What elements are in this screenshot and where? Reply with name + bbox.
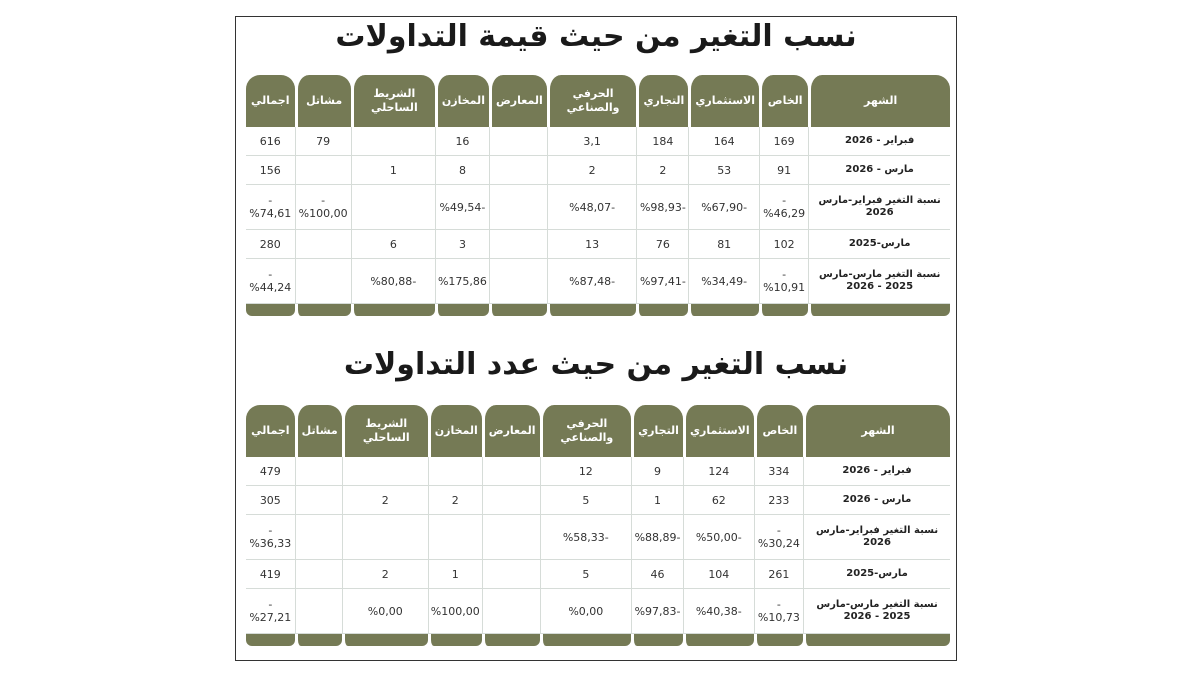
table-row: [246, 127, 950, 156]
table-row: [246, 259, 950, 304]
cell: 12: [540, 457, 632, 486]
cell: -%97,83: [631, 589, 683, 634]
cell: 124: [683, 457, 754, 486]
cell: [482, 560, 540, 589]
cell: -%80,88: [351, 259, 435, 304]
cell: 5: [540, 560, 632, 589]
cell: 164: [688, 127, 759, 156]
header-month: الشهر: [808, 75, 950, 127]
table-row: [246, 185, 950, 230]
header-row: [246, 75, 950, 127]
cell: [489, 156, 547, 185]
cell: [295, 156, 351, 185]
cell: -%50,00: [683, 515, 754, 560]
cell: [295, 486, 342, 515]
cell: 419: [246, 560, 295, 589]
cell: [482, 457, 540, 486]
header-commercial: التجاري: [636, 75, 688, 127]
cell: -%74,61: [246, 185, 295, 230]
cell: -%30,24: [754, 515, 803, 560]
cell: 91: [759, 156, 808, 185]
cell: [295, 589, 342, 634]
cell: 13: [547, 230, 637, 259]
cell: 2: [636, 156, 688, 185]
row-label: مارس-2025: [803, 560, 950, 589]
cell: [295, 515, 342, 560]
cell: 62: [683, 486, 754, 515]
cell: [489, 185, 547, 230]
table-row: [246, 457, 950, 486]
cell: [489, 259, 547, 304]
cell: [489, 127, 547, 156]
table-row: [246, 156, 950, 185]
cell: %100,00: [428, 589, 482, 634]
cell: -%88,89: [631, 515, 683, 560]
row-label: نسبة التغير مارس-مارس 2025 - 2026: [808, 259, 950, 304]
cell: [351, 185, 435, 230]
cell: -%44,24: [246, 259, 295, 304]
cell: 8: [435, 156, 489, 185]
cell: [482, 589, 540, 634]
cell: [428, 515, 482, 560]
row-label: مارس-2025: [808, 230, 950, 259]
cell: 16: [435, 127, 489, 156]
header-total: اجمالي: [246, 405, 295, 457]
header-nurseries: مشاتل: [295, 405, 342, 457]
header-craft-industrial: الحرفي والصناعي: [540, 405, 632, 457]
cell: 6: [351, 230, 435, 259]
cell: 9: [631, 457, 683, 486]
cell: -%97,41: [636, 259, 688, 304]
header-private: الخاص: [759, 75, 808, 127]
row-label: نسبة التغير فبراير-مارس 2026: [803, 515, 950, 560]
table-row: [246, 230, 950, 259]
cell: 1: [351, 156, 435, 185]
cell: 2: [428, 486, 482, 515]
cell: -%48,07: [547, 185, 637, 230]
cell: 1: [428, 560, 482, 589]
cell: 46: [631, 560, 683, 589]
header-commercial: التجاري: [631, 405, 683, 457]
cell: [342, 457, 428, 486]
cell: %175,86: [435, 259, 489, 304]
cell: 76: [636, 230, 688, 259]
cell: [342, 515, 428, 560]
row-label: فبراير - 2026: [803, 457, 950, 486]
header-warehouses: المخازن: [428, 405, 482, 457]
cell: [295, 457, 342, 486]
cell: %0,00: [540, 589, 632, 634]
table-footer-band: [246, 304, 950, 316]
header-showrooms: المعارض: [482, 405, 540, 457]
row-label: مارس - 2026: [803, 486, 950, 515]
header-month: الشهر: [803, 405, 950, 457]
cell: -%58,33: [540, 515, 632, 560]
cell: [489, 230, 547, 259]
header-warehouses: المخازن: [435, 75, 489, 127]
header-investment: الاستثماري: [688, 75, 759, 127]
cell: [482, 486, 540, 515]
infographic-frame: [235, 16, 957, 661]
cell: 2: [342, 486, 428, 515]
cell: -%87,48: [547, 259, 637, 304]
header-coastal-strip: الشريط الساحلي: [342, 405, 428, 457]
cell: -%34,49: [688, 259, 759, 304]
cell: [351, 127, 435, 156]
cell: 104: [683, 560, 754, 589]
table-row: [246, 589, 950, 634]
cell: -%100,00: [295, 185, 351, 230]
header-total: اجمالي: [246, 75, 295, 127]
cell: 305: [246, 486, 295, 515]
cell: 53: [688, 156, 759, 185]
row-label: نسبة التغير مارس-مارس 2025 - 2026: [803, 589, 950, 634]
cell: -%36,33: [246, 515, 295, 560]
cell: 102: [759, 230, 808, 259]
cell: 280: [246, 230, 295, 259]
cell: -%10,73: [754, 589, 803, 634]
cell: 3,1: [547, 127, 637, 156]
cell: [295, 259, 351, 304]
table-row: [246, 486, 950, 515]
cell: 184: [636, 127, 688, 156]
row-label: مارس - 2026: [808, 156, 950, 185]
row-label: نسبة التغير فبراير-مارس 2026: [808, 185, 950, 230]
cell: 169: [759, 127, 808, 156]
header-coastal-strip: الشريط الساحلي: [351, 75, 435, 127]
cell: -%67,90: [688, 185, 759, 230]
cell: [482, 515, 540, 560]
table-row: [246, 560, 950, 589]
table-footer-band: [246, 634, 950, 646]
header-investment: الاستثماري: [683, 405, 754, 457]
header-row: [246, 405, 950, 457]
cell: 616: [246, 127, 295, 156]
cell: [295, 230, 351, 259]
cell: %0,00: [342, 589, 428, 634]
cell: 479: [246, 457, 295, 486]
header-private: الخاص: [754, 405, 803, 457]
cell: -%98,93: [636, 185, 688, 230]
value-table-title: نسب التغير من حيث قيمة التداولات: [335, 19, 857, 54]
cell: -%10,91: [759, 259, 808, 304]
cell: 3: [435, 230, 489, 259]
cell: -%46,29: [759, 185, 808, 230]
row-label: فبراير - 2026: [808, 127, 950, 156]
cell: 1: [631, 486, 683, 515]
cell: [428, 457, 482, 486]
table-row: [246, 515, 950, 560]
count-table-title: نسب التغير من حيث عدد التداولات: [343, 347, 849, 382]
cell: -%27,21: [246, 589, 295, 634]
cell: 334: [754, 457, 803, 486]
cell: [295, 560, 342, 589]
cell: 233: [754, 486, 803, 515]
count-change-table: [246, 405, 950, 646]
cell: 5: [540, 486, 632, 515]
header-craft-industrial: الحرفي والصناعي: [547, 75, 637, 127]
cell: 2: [342, 560, 428, 589]
cell: 79: [295, 127, 351, 156]
header-nurseries: مشاتل: [295, 75, 351, 127]
cell: 261: [754, 560, 803, 589]
cell: -%49,54: [435, 185, 489, 230]
cell: -%40,38: [683, 589, 754, 634]
header-showrooms: المعارض: [489, 75, 547, 127]
value-change-table: [246, 75, 950, 316]
cell: 156: [246, 156, 295, 185]
cell: 81: [688, 230, 759, 259]
cell: 2: [547, 156, 637, 185]
